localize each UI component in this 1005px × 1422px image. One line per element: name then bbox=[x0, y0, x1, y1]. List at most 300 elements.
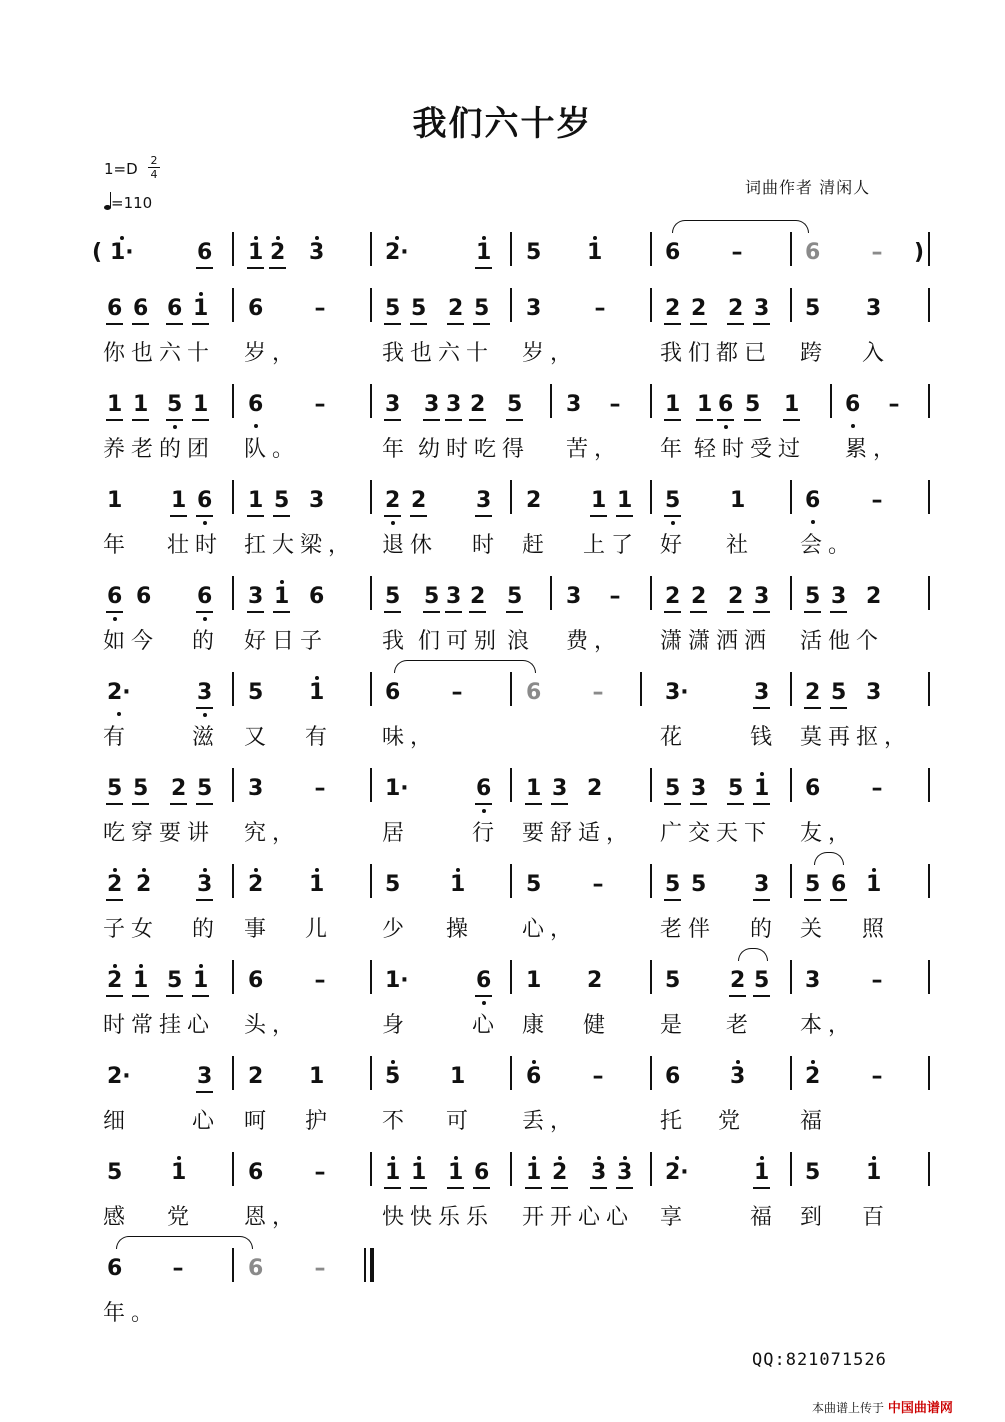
lyric: 居 bbox=[382, 821, 411, 846]
note bbox=[870, 778, 884, 800]
note-value: 5 bbox=[474, 296, 490, 321]
note bbox=[197, 586, 212, 608]
note-value: 2 bbox=[691, 584, 707, 609]
slur-arc bbox=[116, 1236, 253, 1249]
note bbox=[745, 394, 760, 416]
note-value: 1 bbox=[248, 240, 264, 265]
note bbox=[270, 242, 285, 264]
octave-dot-low bbox=[203, 617, 207, 621]
note-value: 3 bbox=[754, 872, 770, 897]
lyric: 行 bbox=[472, 821, 501, 846]
note-value: 6 bbox=[248, 968, 264, 993]
note bbox=[784, 394, 799, 416]
underline-mark bbox=[727, 803, 744, 805]
lyric: 苦， bbox=[566, 437, 623, 462]
note bbox=[866, 874, 881, 896]
bar-line bbox=[370, 960, 372, 994]
note-value: 5 bbox=[107, 1160, 123, 1185]
underline-mark bbox=[192, 323, 209, 325]
note-value: 2 bbox=[665, 584, 681, 609]
note-value: – bbox=[592, 872, 604, 897]
note bbox=[566, 586, 581, 608]
note-value: – bbox=[731, 240, 743, 265]
note bbox=[665, 778, 680, 800]
underline-mark bbox=[664, 323, 681, 325]
bar-line bbox=[550, 384, 552, 418]
note-value: 5 bbox=[805, 872, 821, 897]
note-value: 3 bbox=[591, 1160, 607, 1185]
qq-contact: QQ:821071526 bbox=[752, 1350, 887, 1370]
note bbox=[385, 242, 409, 264]
note bbox=[866, 682, 881, 704]
lyric: 到 bbox=[800, 1205, 829, 1230]
bar-line bbox=[510, 672, 512, 706]
note-value: 6 bbox=[845, 392, 861, 417]
note bbox=[90, 242, 104, 264]
bar-line bbox=[370, 1056, 372, 1090]
lyric: 我也六十 bbox=[382, 341, 495, 366]
lyric: 好 bbox=[660, 533, 689, 558]
note-value: 3 bbox=[424, 392, 440, 417]
note-value: 1 bbox=[309, 680, 325, 705]
note bbox=[566, 394, 581, 416]
underline-mark bbox=[469, 419, 486, 421]
note bbox=[526, 682, 541, 704]
underline-mark bbox=[196, 899, 213, 901]
note bbox=[385, 490, 400, 512]
note-value: 6 bbox=[526, 680, 542, 705]
note-value: 1 bbox=[754, 1160, 770, 1185]
slur-arc bbox=[672, 220, 809, 233]
lyric: 福 bbox=[750, 1205, 779, 1230]
note-value: 5 bbox=[728, 776, 744, 801]
note bbox=[107, 682, 131, 704]
note bbox=[133, 970, 148, 992]
bar-line bbox=[928, 576, 930, 610]
underline-mark bbox=[247, 267, 264, 269]
note-value: 1 bbox=[754, 776, 770, 801]
note bbox=[107, 1258, 122, 1280]
bar-line bbox=[232, 768, 234, 802]
note bbox=[193, 298, 208, 320]
note-value: – bbox=[314, 776, 326, 801]
staff-system bbox=[0, 1148, 1005, 1240]
bar-line bbox=[232, 1056, 234, 1090]
note bbox=[448, 298, 463, 320]
note bbox=[754, 1162, 769, 1184]
note-value: 3 bbox=[754, 584, 770, 609]
note bbox=[385, 778, 409, 800]
underline-mark bbox=[106, 323, 123, 325]
upload-footer bbox=[812, 1397, 953, 1416]
lyric: 我们都已 bbox=[660, 341, 773, 366]
octave-dot-high bbox=[203, 868, 207, 872]
note bbox=[665, 242, 680, 264]
lyric: 护 bbox=[305, 1109, 334, 1134]
note-value: 1 bbox=[411, 1160, 427, 1185]
underline-mark bbox=[729, 995, 746, 997]
lyric: 轻时受过 bbox=[694, 437, 807, 462]
lyric: 开开心心 bbox=[522, 1205, 635, 1230]
note-value: 5 bbox=[665, 968, 681, 993]
note bbox=[167, 970, 182, 992]
note bbox=[526, 298, 541, 320]
note-value: 5 bbox=[411, 296, 427, 321]
bar-line bbox=[650, 384, 652, 418]
underline-mark bbox=[475, 995, 492, 997]
octave-dot-high bbox=[454, 1156, 458, 1160]
bar-line bbox=[928, 864, 930, 898]
bar-line bbox=[650, 864, 652, 898]
underline-mark bbox=[469, 611, 486, 613]
underline-mark bbox=[753, 995, 770, 997]
bar-line bbox=[928, 672, 930, 706]
note bbox=[450, 874, 465, 896]
bar-line bbox=[790, 768, 792, 802]
note-value: 6 bbox=[476, 968, 492, 993]
note bbox=[691, 874, 706, 896]
octave-dot-high bbox=[532, 1156, 536, 1160]
note-value: 2 bbox=[448, 296, 464, 321]
note-value: 2 bbox=[730, 968, 746, 993]
note-value: 3 bbox=[248, 584, 264, 609]
lyric: 党 bbox=[718, 1109, 747, 1134]
staff-system bbox=[0, 860, 1005, 952]
note bbox=[385, 682, 400, 704]
note bbox=[411, 490, 426, 512]
note-value: – bbox=[314, 296, 326, 321]
note-value: – bbox=[314, 968, 326, 993]
note-value: 1 bbox=[476, 240, 492, 265]
underline-mark bbox=[830, 899, 847, 901]
note bbox=[591, 1162, 606, 1184]
note-value: 3 bbox=[691, 776, 707, 801]
lyric: 退休 bbox=[382, 533, 439, 558]
lyric: 儿 bbox=[305, 917, 334, 942]
underline-mark bbox=[384, 1187, 401, 1189]
note bbox=[805, 490, 820, 512]
lyric: 会。 bbox=[800, 533, 857, 558]
octave-dot-high bbox=[872, 868, 876, 872]
bar-line bbox=[370, 384, 372, 418]
note-value: – bbox=[592, 1064, 604, 1089]
note-value: 1 bbox=[866, 1160, 882, 1185]
note bbox=[309, 874, 324, 896]
time-numerator: 2 bbox=[150, 154, 158, 167]
underline-mark bbox=[804, 707, 821, 709]
note bbox=[110, 242, 134, 264]
note-value: 6 bbox=[248, 296, 264, 321]
note bbox=[248, 242, 263, 264]
note-value: – bbox=[871, 776, 883, 801]
note-value: 1 bbox=[448, 1160, 464, 1185]
note-value: 6 bbox=[665, 1064, 681, 1089]
lyric: 上了 bbox=[583, 533, 640, 558]
underline-mark bbox=[753, 323, 770, 325]
bar-line bbox=[928, 768, 930, 802]
lyric: 恩， bbox=[244, 1205, 301, 1230]
note-value: 3 bbox=[754, 296, 770, 321]
note bbox=[476, 970, 491, 992]
note-value: 1 bbox=[665, 392, 681, 417]
note-value: 5 bbox=[665, 776, 681, 801]
note-value: 6 bbox=[107, 584, 123, 609]
note-value: 5 bbox=[167, 968, 183, 993]
underline-mark bbox=[106, 611, 123, 613]
note bbox=[133, 298, 148, 320]
note bbox=[313, 970, 327, 992]
note bbox=[805, 682, 820, 704]
bar-line bbox=[370, 576, 372, 610]
underline-mark bbox=[132, 803, 149, 805]
note bbox=[474, 298, 489, 320]
underline-mark bbox=[447, 323, 464, 325]
lyric: 活他个 bbox=[800, 629, 885, 654]
note bbox=[197, 874, 212, 896]
bar-line bbox=[790, 864, 792, 898]
note bbox=[805, 298, 820, 320]
octave-dot-high bbox=[811, 1060, 815, 1064]
underline-mark bbox=[783, 419, 800, 421]
underline-mark bbox=[590, 1187, 607, 1189]
note-value: 1 bbox=[450, 1064, 466, 1089]
lyric: 又 bbox=[244, 725, 273, 750]
note bbox=[171, 778, 186, 800]
note bbox=[313, 778, 327, 800]
note-value: 1 bbox=[133, 968, 149, 993]
note bbox=[248, 298, 263, 320]
note bbox=[665, 490, 680, 512]
note-value: 2 bbox=[107, 872, 123, 897]
note-value: 1 bbox=[107, 392, 123, 417]
note bbox=[526, 490, 541, 512]
note bbox=[450, 682, 464, 704]
note bbox=[136, 874, 151, 896]
bar-line bbox=[928, 232, 930, 266]
note bbox=[697, 394, 712, 416]
lyric: 有 bbox=[305, 725, 334, 750]
underline-mark bbox=[192, 419, 209, 421]
underline-mark bbox=[753, 803, 770, 805]
note-value: 6 bbox=[197, 584, 213, 609]
note bbox=[665, 1066, 680, 1088]
note bbox=[608, 586, 622, 608]
underline-mark bbox=[106, 419, 123, 421]
note-value: – bbox=[871, 1064, 883, 1089]
note-value: 3 bbox=[617, 1160, 633, 1185]
note-value: – bbox=[871, 488, 883, 513]
underline-mark bbox=[410, 515, 427, 517]
note bbox=[197, 490, 212, 512]
underline-mark bbox=[166, 419, 183, 421]
underline-mark bbox=[106, 803, 123, 805]
note bbox=[248, 778, 263, 800]
underline-mark bbox=[475, 515, 492, 517]
note bbox=[107, 298, 122, 320]
bar-line bbox=[650, 768, 652, 802]
bar-line bbox=[650, 232, 652, 266]
note bbox=[274, 586, 289, 608]
note-value: ( bbox=[91, 240, 103, 265]
note bbox=[587, 778, 602, 800]
note-value: 1· bbox=[385, 968, 409, 993]
underline-mark bbox=[616, 515, 633, 517]
note-value: 2 bbox=[248, 872, 264, 897]
note-value: 6 bbox=[718, 392, 734, 417]
note-value: 1 bbox=[697, 392, 713, 417]
underline-mark bbox=[423, 419, 440, 421]
note-value: 6 bbox=[526, 1064, 542, 1089]
note bbox=[107, 1066, 131, 1088]
lyric: 康 bbox=[522, 1013, 551, 1038]
note-value: 5 bbox=[745, 392, 761, 417]
note bbox=[805, 242, 820, 264]
note-value: 2 bbox=[728, 296, 744, 321]
underline-mark bbox=[717, 419, 734, 421]
note bbox=[448, 1162, 463, 1184]
note-value: 3 bbox=[476, 488, 492, 513]
note bbox=[446, 394, 461, 416]
note-value: – bbox=[871, 968, 883, 993]
bar-line bbox=[640, 672, 642, 706]
note bbox=[133, 778, 148, 800]
note-value: 3 bbox=[309, 240, 325, 265]
note-value: 1 bbox=[309, 1064, 325, 1089]
lyric: 老 bbox=[726, 1013, 755, 1038]
note-value: 3 bbox=[866, 296, 882, 321]
note bbox=[470, 586, 485, 608]
note-value: 5 bbox=[805, 584, 821, 609]
note-value: 6 bbox=[474, 1160, 490, 1185]
note bbox=[476, 778, 491, 800]
bar-line bbox=[650, 480, 652, 514]
underline-mark bbox=[384, 611, 401, 613]
note bbox=[248, 490, 263, 512]
octave-dot-high bbox=[675, 1156, 679, 1160]
underline-mark bbox=[664, 899, 681, 901]
note-value: 5 bbox=[831, 680, 847, 705]
lyric: 子女 bbox=[103, 917, 160, 942]
note bbox=[476, 242, 491, 264]
bar-line bbox=[232, 288, 234, 322]
note-value: 1· bbox=[110, 240, 134, 265]
note bbox=[107, 970, 122, 992]
note bbox=[870, 970, 884, 992]
note bbox=[526, 1066, 541, 1088]
note-value: 5 bbox=[248, 680, 264, 705]
underline-mark bbox=[753, 611, 770, 613]
bar-line bbox=[370, 672, 372, 706]
note-value: 1 bbox=[193, 296, 209, 321]
bar-line bbox=[232, 1248, 234, 1282]
note bbox=[805, 874, 820, 896]
note bbox=[309, 490, 324, 512]
note-value: 2 bbox=[805, 680, 821, 705]
octave-dot-low bbox=[482, 1001, 486, 1005]
lyric: 可 bbox=[446, 1109, 475, 1134]
octave-dot-high bbox=[623, 1156, 627, 1160]
note-value: 5 bbox=[274, 488, 290, 513]
octave-dot-high bbox=[315, 868, 319, 872]
note-value: 2· bbox=[107, 1064, 131, 1089]
site-logo: 中国曲谱网 bbox=[887, 1401, 953, 1416]
note bbox=[309, 1066, 324, 1088]
underline-mark bbox=[196, 267, 213, 269]
octave-dot-low bbox=[724, 425, 728, 429]
octave-dot-high bbox=[254, 868, 258, 872]
underline-mark bbox=[106, 995, 123, 997]
bar-line bbox=[790, 1056, 792, 1090]
note-value: 5 bbox=[507, 392, 523, 417]
underline-mark bbox=[473, 1187, 490, 1189]
bar-line bbox=[510, 480, 512, 514]
lyric: 快快乐乐 bbox=[382, 1205, 495, 1230]
bar-line bbox=[928, 384, 930, 418]
note-value: 5 bbox=[691, 872, 707, 897]
note-value: 6 bbox=[805, 240, 821, 265]
bar-line bbox=[370, 480, 372, 514]
note-value: 1 bbox=[450, 872, 466, 897]
bar-line bbox=[232, 384, 234, 418]
note-value: 5 bbox=[805, 296, 821, 321]
octave-dot-high bbox=[597, 1156, 601, 1160]
note bbox=[665, 682, 689, 704]
lyric: 潇潇洒洒 bbox=[660, 629, 773, 654]
lyric: 广交天下 bbox=[660, 821, 773, 846]
note-value: 2 bbox=[552, 1160, 568, 1185]
note-value: 5 bbox=[805, 1160, 821, 1185]
note-value: 6 bbox=[167, 296, 183, 321]
note bbox=[617, 490, 632, 512]
note-value: 3 bbox=[446, 392, 462, 417]
note bbox=[730, 242, 744, 264]
lyric: 的 bbox=[750, 917, 779, 942]
tempo-value: =110 bbox=[111, 194, 153, 212]
note bbox=[552, 778, 567, 800]
note bbox=[617, 1162, 632, 1184]
underline-mark bbox=[196, 515, 213, 517]
note-value: 5 bbox=[133, 776, 149, 801]
note-value: 2 bbox=[587, 968, 603, 993]
underline-mark bbox=[696, 419, 713, 421]
underline-mark bbox=[170, 515, 187, 517]
staff-system bbox=[0, 572, 1005, 664]
note bbox=[728, 586, 743, 608]
lyric: 操 bbox=[446, 917, 475, 942]
note bbox=[309, 586, 324, 608]
bar-line bbox=[510, 1152, 512, 1186]
bar-line bbox=[550, 576, 552, 610]
lyric: 年 bbox=[660, 437, 689, 462]
bar-line bbox=[370, 768, 372, 802]
bar-line bbox=[370, 288, 372, 322]
lyric: 养老的团 bbox=[103, 437, 216, 462]
note-value: – bbox=[314, 392, 326, 417]
underline-mark bbox=[196, 707, 213, 709]
underline-mark bbox=[525, 803, 542, 805]
note bbox=[665, 874, 680, 896]
bar-line bbox=[232, 960, 234, 994]
note bbox=[385, 874, 400, 896]
lyric: 浪 bbox=[507, 629, 536, 654]
note-value: 1 bbox=[526, 968, 542, 993]
note bbox=[526, 1162, 541, 1184]
octave-dot-high bbox=[593, 236, 597, 240]
lyric: 们可别 bbox=[418, 629, 503, 654]
lyric: 如今 bbox=[103, 629, 160, 654]
note-value: 6 bbox=[805, 488, 821, 513]
lyric: 入 bbox=[862, 341, 891, 366]
